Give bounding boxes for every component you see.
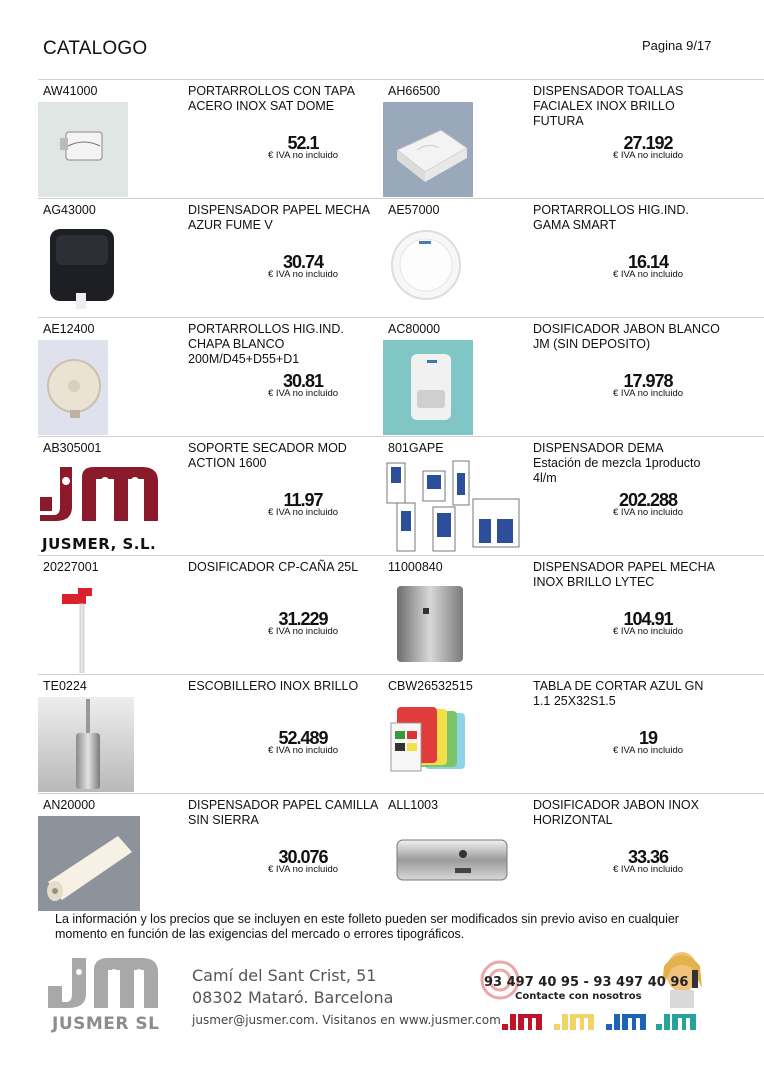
catalog-title: CATALOGO xyxy=(43,38,148,59)
vat-note: € IVA no incluido xyxy=(267,150,339,161)
vat-note: € IVA no incluido xyxy=(267,388,339,399)
vat-note: € IVA no incluido xyxy=(267,864,339,875)
product-name: TABLA DE CORTAR AZUL GN 1.1 25X32S1.5 xyxy=(533,679,704,708)
product-code: 20227001 xyxy=(43,560,99,574)
product-row xyxy=(38,317,764,436)
product-price: 33.36 xyxy=(627,847,669,867)
product-row xyxy=(38,436,764,555)
product-code: 11000840 xyxy=(388,560,443,574)
vat-note: € IVA no incluido xyxy=(267,626,339,637)
product-price: 11.97 xyxy=(283,490,323,510)
company-logo-text: JUSMER, S.L. xyxy=(42,535,157,553)
product-card xyxy=(383,794,746,912)
product-card xyxy=(383,80,746,198)
product-code: ALL1003 xyxy=(388,798,439,812)
jm-logo-yellow xyxy=(554,1012,596,1037)
product-card xyxy=(383,437,746,555)
product-row xyxy=(38,198,764,317)
product-card xyxy=(38,556,401,674)
vat-note: € IVA no incluido xyxy=(267,269,339,280)
product-name: DOSIFICADOR JABON BLANCO JM (SIN DEPOSITO) xyxy=(533,322,720,351)
address-line-1: Camí del Sant Crist, 51 xyxy=(192,966,377,985)
product-code: AB305001 xyxy=(43,441,102,455)
product-name: DISPENSADOR PAPEL CAMILLA SIN SIERRA xyxy=(188,798,378,827)
product-name: ESCOBILLERO INOX BRILLO xyxy=(188,679,359,693)
vat-note: € IVA no incluido xyxy=(612,507,684,518)
product-code: TE0224 xyxy=(43,679,87,693)
product-price: 16.14 xyxy=(627,252,669,272)
product-card xyxy=(38,318,401,436)
product-price: 27.192 xyxy=(623,133,673,153)
product-card xyxy=(38,80,401,198)
product-card xyxy=(383,675,746,793)
vat-note: € IVA no incluido xyxy=(612,626,684,637)
vat-note: € IVA no incluido xyxy=(612,150,684,161)
product-price: 30.81 xyxy=(282,371,324,391)
roll-dispenser-image xyxy=(383,221,473,316)
product-price: 30.74 xyxy=(282,252,324,272)
jm-logo-teal xyxy=(656,1012,698,1037)
company-name: JUSMER SL xyxy=(52,1014,160,1034)
product-card xyxy=(38,437,401,555)
product-price: 19 xyxy=(638,728,658,748)
product-name: DISPENSADOR PAPEL MECHA INOX BRILLO LYTEC xyxy=(533,560,715,589)
phone-numbers: 93 497 40 95 - 93 497 40 96 xyxy=(484,975,689,990)
product-name: DOSIFICADOR JABON INOX HORIZONTAL xyxy=(533,798,699,827)
vat-note: € IVA no incluido xyxy=(612,269,684,280)
product-card xyxy=(383,199,746,317)
pump-tube-image xyxy=(38,578,134,673)
toilet-roll-holder-image xyxy=(38,102,128,197)
product-name: PORTARROLLOS HIG.IND. CHAPA BLANCO 200M/D45+D55+D1 xyxy=(188,322,344,366)
jm-logo-red xyxy=(502,1012,544,1037)
product-code: AC80000 xyxy=(388,322,441,336)
steel-soap-dispenser-image xyxy=(383,816,513,911)
vat-note: € IVA no incluido xyxy=(612,745,684,756)
product-code: AW41000 xyxy=(43,84,98,98)
product-code: 801GAPE xyxy=(388,441,444,455)
jm-logo-blue xyxy=(606,1012,648,1037)
address-line-2: 08302 Mataró. Barcelona xyxy=(192,988,394,1007)
product-price: 31.229 xyxy=(278,609,328,629)
vat-note: € IVA no incluido xyxy=(267,745,339,756)
vat-note: € IVA no incluido xyxy=(612,864,684,875)
page-number: Pagina 9/17 xyxy=(642,38,712,53)
toilet-brush-image xyxy=(38,697,134,792)
product-code: AE57000 xyxy=(388,203,440,217)
product-price: 202.288 xyxy=(618,490,678,510)
product-card xyxy=(38,794,401,912)
product-grid xyxy=(38,79,764,912)
jusmer-footer-logo xyxy=(38,958,168,1045)
vat-note: € IVA no incluido xyxy=(612,388,684,399)
product-code: AN20000 xyxy=(43,798,96,812)
product-code: AH66500 xyxy=(388,84,441,98)
product-price: 52.1 xyxy=(287,133,319,153)
jusmer-logo xyxy=(38,459,163,525)
paper-dispenser-image xyxy=(38,221,128,316)
product-name: DISPENSADOR PAPEL MECHA AZUR FUME V xyxy=(188,203,370,232)
tissue-dispenser-image xyxy=(383,102,473,197)
product-price: 104.91 xyxy=(623,609,673,629)
product-price: 17.978 xyxy=(623,371,673,391)
cutting-boards-image xyxy=(383,697,473,792)
disclaimer-text: La información y los precios que se incluyen en este folleto pueden ser modificados sin previo aviso en cualquier momento en función de las exigencias del mercado o errores tipográficos. xyxy=(55,912,679,941)
product-price: 30.076 xyxy=(278,847,328,867)
vat-note: € IVA no incluido xyxy=(267,507,339,518)
product-name: PORTARROLLOS HIG.IND. GAMA SMART xyxy=(533,203,689,232)
product-card xyxy=(383,556,746,674)
paper-roll-image xyxy=(38,816,140,911)
dosing-station-image xyxy=(383,459,523,554)
product-name: SOPORTE SECADOR MOD ACTION 1600 xyxy=(188,441,347,470)
steel-dispenser-image xyxy=(383,578,473,673)
product-price: 52.489 xyxy=(278,728,328,748)
company-address xyxy=(192,965,501,1031)
product-name: PORTARROLLOS CON TAPA ACERO INOX SAT DOME xyxy=(188,84,355,113)
product-card xyxy=(383,318,746,436)
product-card xyxy=(38,199,401,317)
product-name: DISPENSADOR DEMA xyxy=(533,441,664,455)
product-row xyxy=(38,79,764,198)
email-website-line: jusmer@jusmer.com. Visitanos en www.jusmer.com xyxy=(192,1013,501,1027)
product-name: DOSIFICADOR CP-CAÑA 25L xyxy=(188,560,359,574)
product-code: CBW26532515 xyxy=(388,679,473,693)
roll-dispenser-image xyxy=(38,340,128,435)
product-code: AE12400 xyxy=(43,322,95,336)
product-row xyxy=(38,555,764,674)
product-name: DISPENSADOR TOALLAS FACIALEX INOX BRILLO FUTURA xyxy=(533,84,684,128)
product-row xyxy=(38,793,764,912)
soap-dispenser-image xyxy=(383,340,473,435)
product-card xyxy=(38,675,401,793)
product-code: AG43000 xyxy=(43,203,96,217)
product-row xyxy=(38,674,764,793)
contact-us-text: Contacte con nosotros xyxy=(515,991,642,1002)
product-subtitle: Estación de mezcla 1producto 4l/m xyxy=(533,456,701,485)
